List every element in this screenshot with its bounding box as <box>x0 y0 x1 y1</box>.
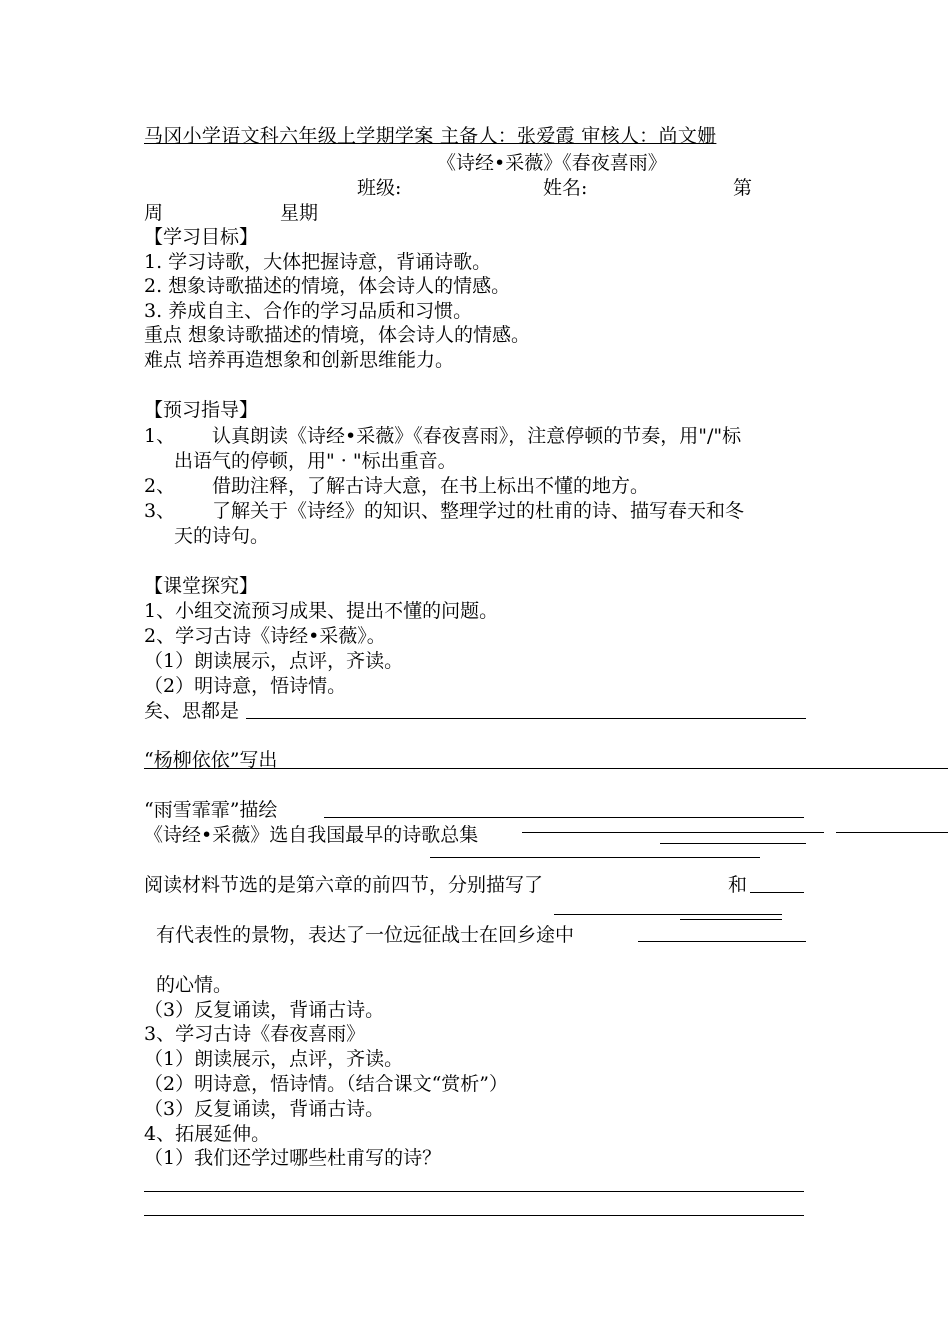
goals-heading: 【学习目标】 <box>144 226 259 248</box>
question-yangliu: “杨柳依依”写出 <box>144 749 278 771</box>
answer-blank[interactable] <box>554 914 782 915</box>
preview-item-text: 出语气的停顿，用" · "标出重音。 <box>174 450 457 472</box>
step-3-2: （2）明诗意，悟诗情。（结合课文“赏析”） <box>144 1073 509 1095</box>
class-label: 班级: <box>357 177 402 199</box>
step-3-1: （1）朗读展示，点评，齐读。 <box>144 1048 404 1070</box>
weekday-label: 星期 <box>280 202 319 224</box>
answer-blank[interactable] <box>836 832 948 833</box>
answer-blank[interactable] <box>660 843 806 844</box>
step-4-1: （1）我们还学过哪些杜甫写的诗？ <box>144 1147 442 1169</box>
goal-item: 3. 养成自主、合作的学习品质和习惯。 <box>144 300 473 322</box>
step-4: 4、拓展延伸。 <box>144 1123 271 1145</box>
preview-item-number: 3、 <box>144 500 176 522</box>
key-point: 重点 想象诗歌描述的情境，体会诗人的情感。 <box>144 324 531 346</box>
step-2-2: （2）明诗意，悟诗情。 <box>144 675 347 697</box>
classroom-heading: 【课堂探究】 <box>144 575 259 597</box>
question-source: 《诗经•采薇》选自我国最早的诗歌总集 <box>144 824 479 846</box>
goal-item: 1. 学习诗歌，大体把握诗意，背诵诗歌。 <box>144 251 492 273</box>
preview-item-text: 天的诗句。 <box>174 525 270 547</box>
answer-blank[interactable] <box>246 718 806 719</box>
preview-item-text: 借助注释，了解古诗大意，在书上标出不懂的地方。 <box>212 475 650 497</box>
answer-blank[interactable] <box>144 768 948 769</box>
step-2-1: （1）朗读展示，点评，齐读。 <box>144 650 404 672</box>
preview-item-text: 认真朗读《诗经•采薇》《春夜喜雨》，注意停顿的节奏，用"/"标 <box>212 425 742 447</box>
answer-blank[interactable] <box>430 857 760 858</box>
question-reading: 有代表性的景物，表达了一位远征战士在回乡途中 <box>156 924 575 946</box>
question-yuxue: “雨雪霏霏”描绘 <box>144 799 278 821</box>
difficulty: 难点 培养再造想象和创新思维能力。 <box>144 349 455 371</box>
answer-blank[interactable] <box>638 941 806 942</box>
name-label: 姓名: <box>543 177 588 199</box>
answer-blank[interactable] <box>144 1191 804 1192</box>
answer-blank[interactable] <box>680 919 782 920</box>
step-3-3: （3）反复诵读，背诵古诗。 <box>144 1098 385 1120</box>
preview-item-number: 1、 <box>144 425 176 447</box>
preview-item-text: 了解关于《诗经》的知识、整理学过的杜甫的诗、描写春天和冬 <box>212 500 745 522</box>
week-prefix: 第 <box>733 177 753 199</box>
preview-item-number: 2、 <box>144 475 176 497</box>
question-yi-si: 矣、思都是 <box>144 700 240 722</box>
question-reading: 阅读材料节选的是第六章的前四节，分别描写了 <box>144 874 544 896</box>
step-3: 3、学习古诗《春夜喜雨》 <box>144 1023 366 1045</box>
answer-blank[interactable] <box>144 1215 804 1216</box>
document-header: 马冈小学语文科六年级上学期学案 主备人：张爱霞 审核人：尚文姗 <box>144 125 717 147</box>
answer-blank[interactable] <box>750 892 804 893</box>
step-1: 1、小组交流预习成果、提出不懂的问题。 <box>144 600 499 622</box>
answer-blank[interactable] <box>324 817 804 818</box>
question-reading-and: 和 <box>728 874 748 896</box>
lesson-title: 《诗经•采薇》《春夜喜雨》 <box>437 152 667 174</box>
step-2: 2、学习古诗《诗经•采薇》。 <box>144 625 386 647</box>
week-suffix: 周 <box>144 202 164 224</box>
step-2-3: （3）反复诵读，背诵古诗。 <box>144 999 385 1021</box>
goal-item: 2. 想象诗歌描述的情境，体会诗人的情感。 <box>144 275 511 297</box>
question-reading: 的心情。 <box>156 974 233 996</box>
answer-blank[interactable] <box>522 832 824 833</box>
preview-heading: 【预习指导】 <box>144 399 259 421</box>
